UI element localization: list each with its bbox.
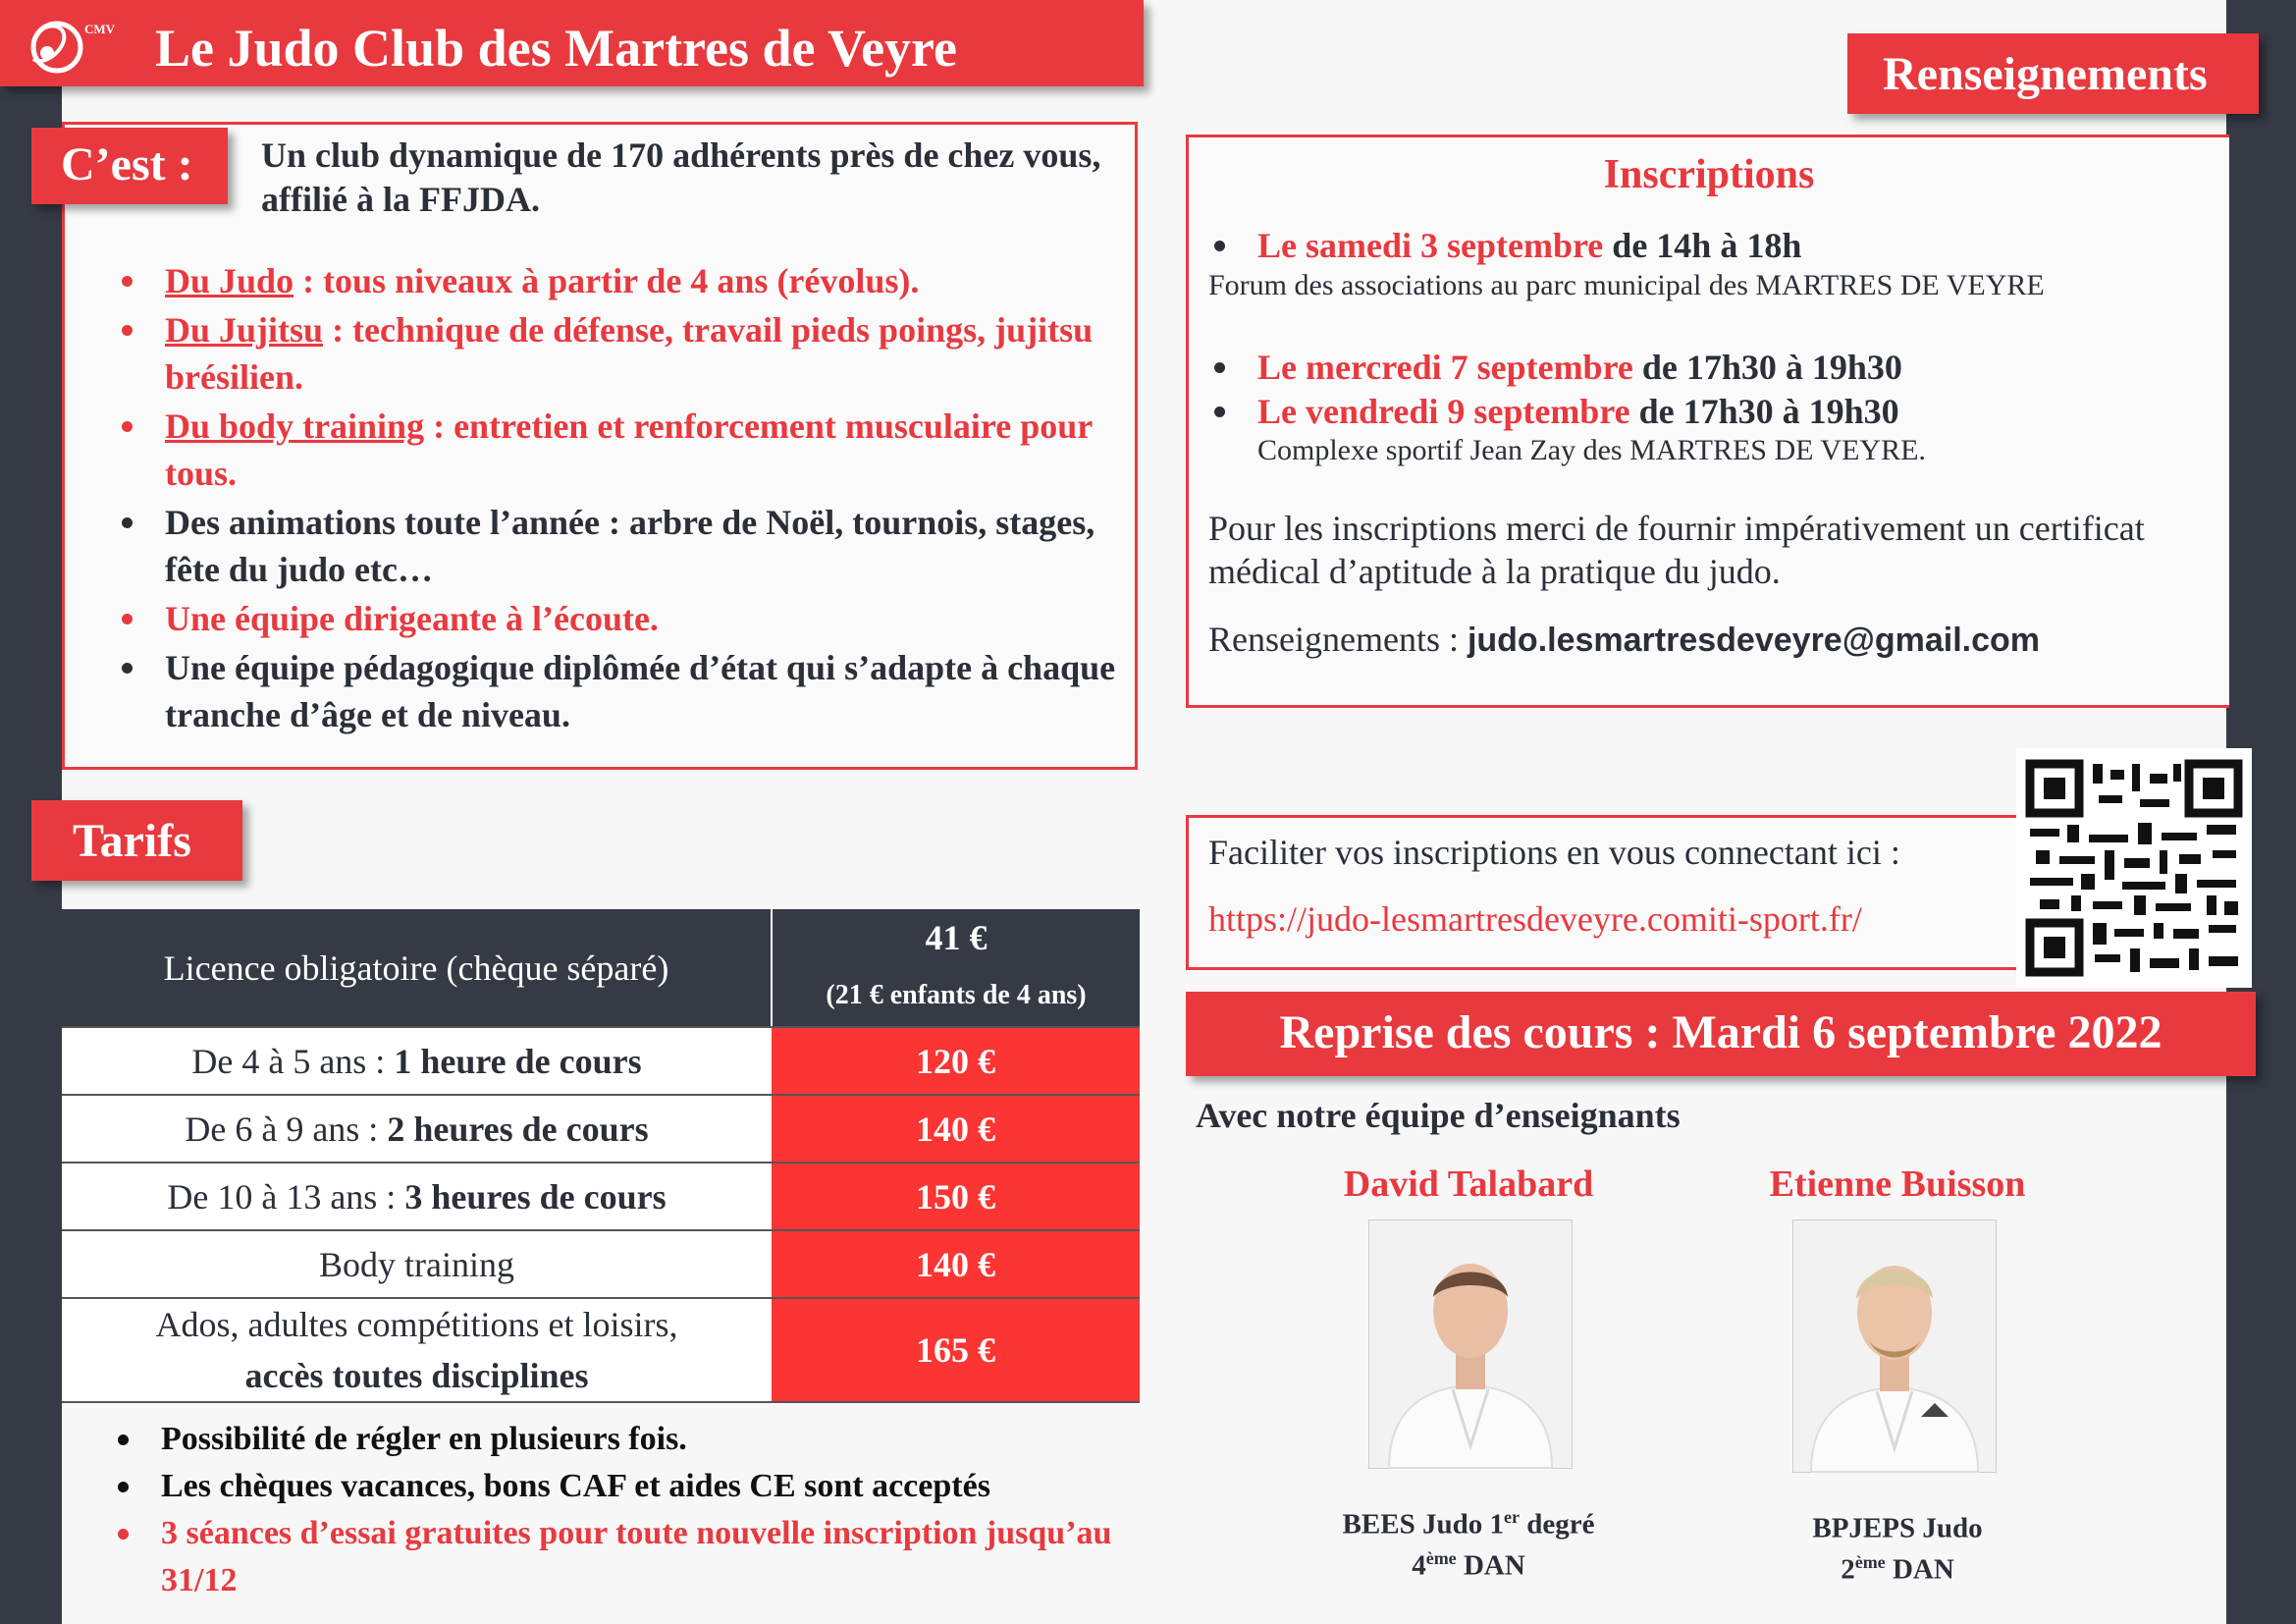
date-wednesday [1208, 346, 2210, 390]
tarif-notes-list [116, 1416, 1147, 1604]
list-item: Les chèques vacances, bons CAF et aides CE sont acceptés [116, 1463, 1147, 1510]
teacher-diploma-etienne [1701, 1504, 2094, 1586]
judoka-logo-icon [27, 10, 116, 79]
renseignements-label-text: Renseignements [1883, 48, 2208, 100]
tarif-label-age: Body training [319, 1244, 514, 1284]
table-row [62, 1095, 1140, 1163]
table-row [62, 1230, 1140, 1298]
person-photo-icon [1793, 1220, 1996, 1472]
tarif-label [62, 1230, 772, 1298]
forum-place: Forum des associations au parc municipal des MARTRES DE VEYRE [1208, 269, 2045, 301]
tarif-price: 165 € [772, 1298, 1140, 1402]
tarifs-label [31, 800, 242, 881]
date-friday [1208, 390, 2210, 434]
inscriptions-box [1186, 135, 2229, 708]
date-saturday-red: Le samedi 3 septembre [1257, 226, 1604, 265]
list-item [116, 306, 1117, 401]
tarif-price: 150 € [772, 1163, 1140, 1230]
renseignements-label [1847, 33, 2259, 114]
title-banner [0, 0, 1144, 86]
diploma-text: BPJEPS Judo [1812, 1512, 1983, 1544]
tarif-label [62, 1298, 772, 1402]
tarif-label-age: De 10 à 13 ans : [167, 1176, 405, 1217]
list-item: 3 séances d’essai gratuites pour toute nouvelle inscription jusqu’au 31/12 [116, 1510, 1147, 1604]
logo-letters: CMV [84, 22, 116, 36]
licence-note: (21 € enfants de 4 ans) [826, 979, 1087, 1010]
list-item-text: Des animations toute l’année : arbre de Noël, tournois, stages, fête du judo etc… [165, 503, 1095, 589]
qr-code-icon [2016, 748, 2252, 988]
list-item [116, 403, 1117, 497]
tarif-label-line2: accès toutes disciplines [244, 1356, 589, 1395]
date-list-1 [1208, 224, 2210, 267]
list-item-text: : entretien et renforcement musculaire pour tous. [165, 406, 1093, 493]
list-item-lead: Du Judo [165, 261, 294, 300]
tarif-price: 140 € [772, 1230, 1140, 1298]
diploma-sup: er [1503, 1507, 1520, 1527]
tarif-label [62, 1163, 772, 1230]
list-item-text: Une équipe pédagogique diplômée d’état qui s’adapte à chaque tranche d’âge et de niveau. [165, 648, 1116, 734]
teacher-diploma-david [1272, 1500, 1665, 1582]
dan-sup: ème [1425, 1547, 1457, 1568]
contact-line [1208, 619, 2040, 660]
licence-price: 41 € [925, 917, 988, 957]
contact-label: Renseignements : [1208, 620, 1468, 659]
contact-email[interactable]: judo.lesmartresdeveyre@gmail.com [1467, 622, 2041, 659]
date-wednesday-red: Le mercredi 7 septembre [1257, 348, 1633, 387]
list-item [116, 595, 1117, 642]
tarif-label-line1: Ados, adultes compétitions et loisirs, [155, 1305, 678, 1344]
tarif-label-age: De 6 à 9 ans : [185, 1109, 388, 1149]
cest-label [31, 128, 228, 204]
dan-line [1272, 1542, 1665, 1583]
list-item [116, 644, 1117, 738]
date-list-2 [1208, 346, 2210, 434]
diploma-text: BEES Judo 1 [1342, 1508, 1504, 1541]
online-box [1186, 815, 2028, 970]
licence-label: Licence obligatoire (chèque séparé) [62, 909, 772, 1027]
reprise-banner [1186, 992, 2256, 1076]
list-item-text: : tous niveaux à partir de 4 ans (révolus). [294, 261, 920, 300]
dan-sup: ème [1854, 1551, 1886, 1572]
club-title: Le Judo Club des Martres de Veyre [155, 19, 958, 78]
tarifs-table [62, 909, 1140, 1403]
list-item [116, 257, 1117, 304]
date-friday-red: Le vendredi 9 septembre [1257, 392, 1630, 431]
dan-text: DAN [1456, 1549, 1525, 1582]
online-link[interactable]: https://judo-lesmartresdeveyre.comiti-sport.fr/ [1208, 899, 1862, 939]
qr-code[interactable] [2016, 748, 2252, 988]
date-saturday-hours: de 14h à 18h [1603, 226, 1802, 265]
tarif-label-hours: 3 heures de cours [404, 1176, 667, 1217]
tarif-label-age: De 4 à 5 ans : [191, 1041, 395, 1081]
online-text: Faciliter vos inscriptions en vous connectant ici : [1208, 833, 1900, 872]
tarif-label [62, 1095, 772, 1163]
tarifs-label-text: Tarifs [73, 815, 191, 867]
list-item-lead: Du Jujitsu [165, 310, 324, 350]
complexe-place: Complexe sportif Jean Zay des MARTRES DE VEYRE. [1257, 434, 1926, 466]
teacher-photo-etienne [1792, 1219, 1997, 1473]
dan-number: 2 [1841, 1553, 1855, 1586]
list-item: Possibilité de régler en plusieurs fois. [116, 1416, 1147, 1463]
inscriptions-title: Inscriptions [1603, 152, 1815, 197]
club-logo [27, 10, 116, 79]
cest-label-text: C’est : [61, 138, 193, 190]
medical-note: Pour les inscriptions merci de fournir impérativement un certificat médical d’aptitude à la pratique du judo. [1208, 509, 2145, 591]
diploma-line1 [1272, 1500, 1665, 1542]
teacher-name-david: David Talabard [1343, 1164, 1594, 1205]
tarif-label-hours: 1 heure de cours [394, 1041, 642, 1081]
reprise-text: Reprise des cours : Mardi 6 septembre 2022 [1279, 1006, 2163, 1058]
tarif-price: 140 € [772, 1095, 1140, 1163]
dan-line [1701, 1545, 2094, 1587]
list-item-lead: Du body training [165, 406, 425, 446]
list-item [116, 499, 1117, 593]
date-friday-hours: de 17h30 à 19h30 [1629, 392, 1899, 431]
list-item-text: : technique de défense, travail pieds poings, jujitsu brésilien. [165, 310, 1094, 397]
licence-row [62, 909, 1140, 1027]
dan-text: DAN [1885, 1553, 1954, 1586]
person-photo-icon [1369, 1220, 1572, 1468]
diploma-line1 [1701, 1504, 2094, 1545]
teacher-photo-david [1368, 1219, 1573, 1469]
tarif-label [62, 1027, 772, 1095]
cest-intro: Un club dynamique de 170 adhérents près de chez vous, affilié à la FFJDA. [261, 135, 1101, 219]
teacher-name-etienne: Etienne Buisson [1769, 1164, 2026, 1205]
list-item-text: Une équipe dirigeante à l’écoute. [165, 599, 659, 638]
tarif-label-hours: 2 heures de cours [387, 1109, 649, 1149]
cest-feature-list [116, 257, 1117, 740]
dan-number: 4 [1412, 1549, 1426, 1582]
table-row-all-disciplines [62, 1298, 1140, 1402]
table-row [62, 1027, 1140, 1095]
tarif-price: 120 € [772, 1027, 1140, 1095]
licence-price-cell [772, 909, 1140, 1027]
date-saturday [1208, 224, 2210, 267]
date-wednesday-hours: de 17h30 à 19h30 [1632, 348, 1902, 387]
teachers-heading: Avec notre équipe d’enseignants [1196, 1096, 1681, 1135]
table-row [62, 1163, 1140, 1230]
diploma-text-end: degré [1519, 1508, 1595, 1541]
